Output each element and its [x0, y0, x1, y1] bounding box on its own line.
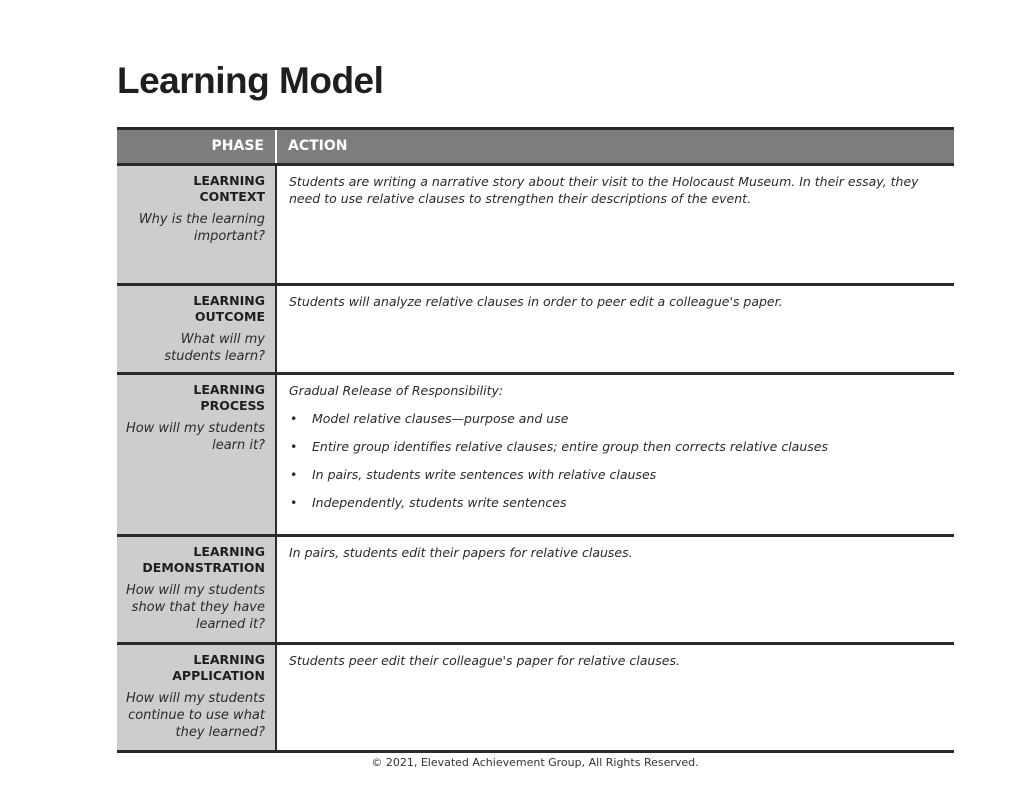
list-item-text: Independently, students write sentences — [312, 495, 567, 510]
table-row-learning-outcome — [117, 286, 954, 375]
action-list — [289, 410, 942, 511]
phase-cell — [117, 166, 277, 283]
phase-name — [123, 382, 265, 414]
phase-cell — [117, 537, 277, 642]
phase-name-line1: LEARNING — [193, 544, 265, 559]
action-cell — [277, 286, 954, 372]
phase-name-line1: LEARNING — [193, 173, 265, 188]
bullet-icon: • — [290, 411, 298, 426]
list-item — [289, 494, 942, 511]
list-item — [289, 438, 942, 455]
phase-name-line2: DEMONSTRATION — [142, 560, 265, 575]
phase-column-header: PHASE — [117, 130, 277, 163]
copyright-footer: © 2021, Elevated Achievement Group, All Rights Reserved. — [371, 756, 699, 769]
learning-model-table — [117, 127, 954, 753]
phase-cell — [117, 645, 277, 750]
phase-name-line2: PROCESS — [200, 398, 265, 413]
action-text: Students are writing a narrative story about their visit to the Holocaust Museum. In their essay, they need to use relative clauses to strengthen their descriptions of the event. — [289, 174, 919, 206]
table-row-learning-application — [117, 645, 954, 753]
list-item-text: In pairs, students write sentences with relative clauses — [312, 467, 657, 482]
phase-question: Why is the learning important? — [138, 212, 265, 244]
phase-cell — [117, 286, 277, 372]
bullet-icon: • — [290, 439, 298, 454]
bullet-icon: • — [290, 467, 298, 482]
action-text: In pairs, students edit their papers for relative clauses. — [289, 545, 633, 560]
phase-name-line1: LEARNING — [193, 382, 265, 397]
phase-question: How will my students show that they have learned it? — [125, 583, 265, 632]
phase-name-line1: LEARNING — [193, 652, 265, 667]
action-cell — [277, 645, 954, 750]
page-title: Learning Model — [117, 60, 384, 101]
bullet-icon: • — [290, 495, 298, 510]
action-text: Students will analyze relative clauses in order to peer edit a colleague's paper. — [289, 294, 783, 309]
list-item-text: Entire group identifies relative clauses; entire group then corrects relative clauses — [312, 439, 828, 454]
phase-name — [123, 173, 265, 205]
phase-name-line2: OUTCOME — [194, 309, 265, 324]
action-column-header: ACTION — [288, 138, 348, 154]
phase-name — [123, 544, 265, 576]
action-text: Students peer edit their colleague's paper for relative clauses. — [289, 653, 680, 668]
phase-question: How will my students learn it? — [125, 421, 265, 453]
phase-name-line2: CONTEXT — [199, 189, 265, 204]
list-item-text: Model relative clauses—purpose and use — [312, 411, 569, 426]
phase-question: How will my students continue to use what they learned? — [125, 691, 265, 740]
table-row-learning-process — [117, 375, 954, 537]
table-header — [117, 130, 954, 166]
action-cell — [277, 537, 954, 642]
table-row-learning-demonstration — [117, 537, 954, 645]
phase-name-line2: APPLICATION — [172, 668, 265, 683]
phase-name — [123, 652, 265, 684]
phase-cell — [117, 375, 277, 534]
phase-name-line1: LEARNING — [193, 293, 265, 308]
phase-question: What will my students learn? — [164, 332, 265, 364]
action-intro: Gradual Release of Responsibility: — [289, 383, 504, 398]
action-cell — [277, 166, 954, 283]
list-item — [289, 410, 942, 427]
action-cell — [277, 375, 954, 534]
phase-name — [123, 293, 265, 325]
list-item — [289, 466, 942, 483]
table-row-learning-context — [117, 166, 954, 286]
